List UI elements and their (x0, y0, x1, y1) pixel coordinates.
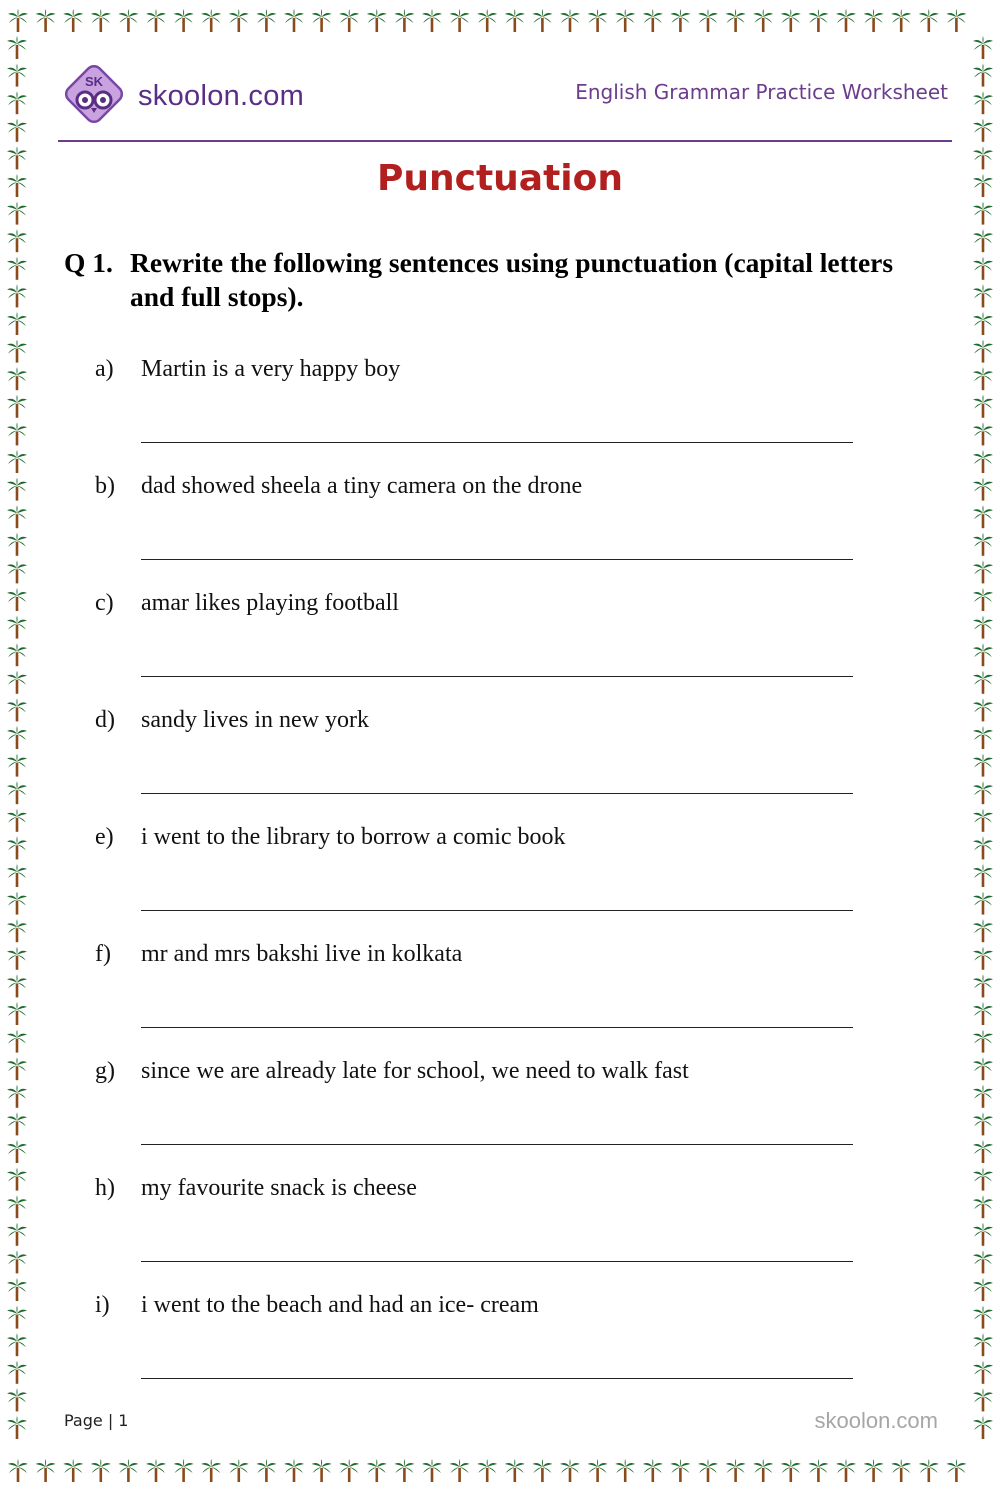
palm-tree-icon (7, 257, 27, 280)
palm-tree-icon (312, 9, 332, 32)
palm-tree-icon (891, 1459, 911, 1482)
answer-line[interactable] (141, 1378, 853, 1379)
logo-text: skoolon.com (138, 80, 305, 112)
palm-tree-icon (864, 9, 884, 32)
palm-tree-icon (698, 1459, 718, 1482)
palm-tree-icon (891, 9, 911, 32)
palm-tree-icon (726, 9, 746, 32)
palm-tree-icon (973, 284, 993, 307)
palm-tree-icon (726, 1459, 746, 1482)
palm-tree-icon (8, 9, 28, 32)
palm-tree-icon (229, 1459, 249, 1482)
palm-tree-icon (450, 9, 470, 32)
palm-tree-icon (643, 9, 663, 32)
palm-tree-icon (91, 9, 111, 32)
palm-tree-icon (36, 9, 56, 32)
palm-tree-icon (284, 9, 304, 32)
logo-letters: SK (84, 74, 104, 89)
palm-tree-icon (670, 9, 690, 32)
palm-tree-icon (588, 9, 608, 32)
palm-tree-icon (36, 1459, 56, 1482)
item-letter: c) (95, 590, 114, 616)
palm-tree-icon (7, 91, 27, 114)
item-letter: e) (95, 824, 114, 850)
palm-tree-icon (615, 1459, 635, 1482)
palm-tree-icon (7, 1416, 27, 1439)
palm-tree-icon (256, 9, 276, 32)
item-sentence: sandy lives in new york (141, 707, 369, 733)
palm-tree-icon (91, 1459, 111, 1482)
item-letter: h) (95, 1175, 115, 1201)
item-sentence: my favourite snack is cheese (141, 1175, 417, 1201)
palm-tree-icon (118, 9, 138, 32)
palm-tree-icon (477, 1459, 497, 1482)
palm-tree-icon (174, 1459, 194, 1482)
palm-tree-icon (284, 1459, 304, 1482)
palm-tree-icon (946, 9, 966, 32)
palm-tree-icon (146, 1459, 166, 1482)
palm-tree-icon (8, 1459, 28, 1482)
palm-tree-icon (505, 9, 525, 32)
exercise-item (0, 703, 1000, 820)
item-sentence: i went to the library to borrow a comic book (141, 824, 566, 850)
owl-logo-icon (58, 58, 130, 130)
palm-tree-icon (532, 9, 552, 32)
palm-tree-icon (973, 229, 993, 252)
palm-tree-icon (836, 1459, 856, 1482)
palm-tree-icon (973, 64, 993, 87)
palm-tree-icon (339, 1459, 359, 1482)
palm-tree-icon (753, 9, 773, 32)
exercise-item (0, 1054, 1000, 1171)
palm-tree-icon (560, 1459, 580, 1482)
item-letter: b) (95, 473, 115, 499)
item-letter: d) (95, 707, 115, 733)
palm-tree-icon (973, 257, 993, 280)
answer-line[interactable] (141, 442, 853, 443)
answer-line[interactable] (141, 676, 853, 677)
palm-tree-icon (698, 9, 718, 32)
question-number: Q 1. (64, 247, 113, 278)
worksheet-header (58, 50, 952, 142)
palm-tree-icon (394, 1459, 414, 1482)
palm-tree-icon (808, 1459, 828, 1482)
palm-tree-icon (615, 9, 635, 32)
item-letter: a) (95, 356, 114, 382)
palm-tree-icon (312, 1459, 332, 1482)
palm-tree-icon (973, 202, 993, 225)
exercise-item (0, 352, 1000, 469)
palm-tree-icon (201, 9, 221, 32)
item-sentence: amar likes playing football (141, 590, 399, 616)
palm-tree-icon (753, 1459, 773, 1482)
palm-tree-icon (174, 9, 194, 32)
brand-logo (58, 58, 305, 128)
exercise-item (0, 1171, 1000, 1288)
palm-tree-icon (670, 1459, 690, 1482)
palm-tree-icon (7, 312, 27, 335)
palm-tree-icon (973, 119, 993, 142)
item-letter: f) (95, 941, 111, 967)
palm-tree-icon (422, 9, 442, 32)
palm-tree-icon (973, 36, 993, 59)
palm-tree-icon (808, 9, 828, 32)
palm-tree-icon (973, 312, 993, 335)
answer-line[interactable] (141, 1144, 853, 1145)
palm-tree-icon (532, 1459, 552, 1482)
question-text: Rewrite the following sentences using punctuation (capital letters and full stops). (130, 247, 894, 312)
palm-tree-icon (919, 9, 939, 32)
palm-tree-icon (450, 1459, 470, 1482)
palm-tree-icon (643, 1459, 663, 1482)
palm-tree-icon (201, 1459, 221, 1482)
palm-tree-icon (63, 1459, 83, 1482)
palm-tree-icon (367, 1459, 387, 1482)
exercise-item (0, 820, 1000, 937)
item-letter: i) (95, 1292, 110, 1318)
palm-tree-icon (836, 9, 856, 32)
palm-tree-icon (946, 1459, 966, 1482)
item-sentence: since we are already late for school, we need to walk fast (141, 1058, 689, 1084)
palm-tree-icon (422, 1459, 442, 1482)
palm-tree-icon (588, 1459, 608, 1482)
palm-tree-icon (7, 36, 27, 59)
exercise-item (0, 937, 1000, 1054)
answer-line[interactable] (141, 910, 853, 911)
palm-tree-icon (973, 1416, 993, 1439)
item-sentence: dad showed sheela a tiny camera on the drone (141, 473, 583, 499)
palm-tree-icon (63, 9, 83, 32)
palm-tree-icon (919, 1459, 939, 1482)
footer-site-link[interactable]: skoolon.com (814, 1408, 938, 1433)
palm-tree-icon (7, 284, 27, 307)
worksheet-category-title: English Grammar Practice Worksheet (575, 80, 948, 104)
palm-tree-icon (477, 9, 497, 32)
answer-line[interactable] (141, 1261, 853, 1262)
exercise-item (0, 469, 1000, 586)
item-sentence: mr and mrs bakshi live in kolkata (141, 941, 463, 967)
exercise-list (0, 352, 1000, 1405)
answer-line[interactable] (141, 793, 853, 794)
palm-tree-icon (394, 9, 414, 32)
palm-tree-icon (7, 229, 27, 252)
page-title: Punctuation (376, 158, 624, 199)
exercise-item (0, 586, 1000, 703)
item-sentence: i went to the beach and had an ice- cream (141, 1292, 539, 1318)
answer-line[interactable] (141, 559, 853, 560)
item-letter: g) (95, 1058, 115, 1084)
palm-tree-icon (781, 1459, 801, 1482)
palm-tree-icon (505, 1459, 525, 1482)
palm-tree-icon (864, 1459, 884, 1482)
palm-tree-icon (7, 202, 27, 225)
palm-tree-icon (118, 1459, 138, 1482)
exercise-item (0, 1288, 1000, 1405)
palm-tree-icon (973, 91, 993, 114)
palm-tree-icon (7, 119, 27, 142)
palm-tree-icon (256, 1459, 276, 1482)
palm-tree-icon (146, 9, 166, 32)
palm-tree-icon (367, 9, 387, 32)
palm-tree-icon (7, 64, 27, 87)
palm-tree-icon (781, 9, 801, 32)
palm-tree-icon (229, 9, 249, 32)
answer-line[interactable] (141, 1027, 853, 1028)
palm-tree-icon (339, 9, 359, 32)
palm-tree-icon (560, 9, 580, 32)
item-sentence: Martin is a very happy boy (141, 356, 401, 382)
page-number: Page | 1 (64, 1411, 129, 1430)
